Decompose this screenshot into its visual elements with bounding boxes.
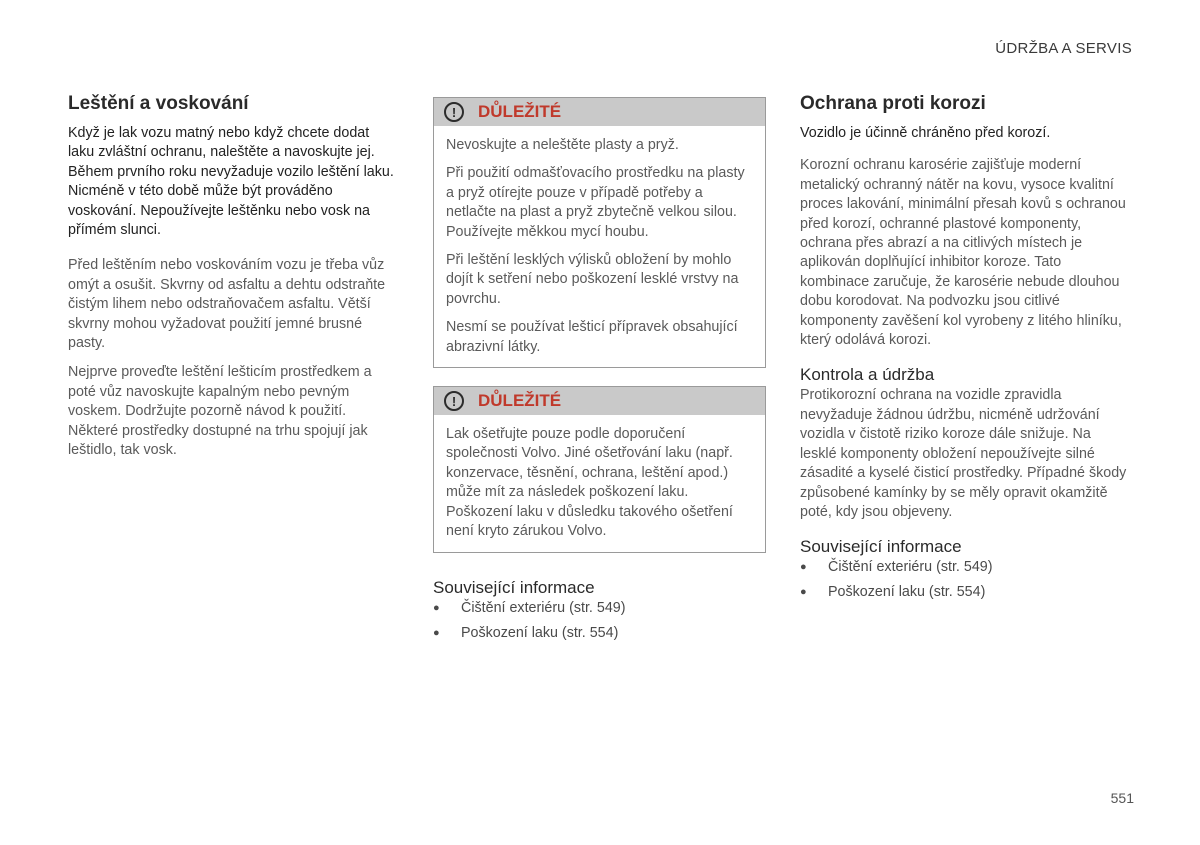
notice-body xyxy=(434,415,765,551)
notice-title: DŮLEŽITÉ xyxy=(478,391,562,411)
notice-body xyxy=(434,126,765,367)
warning-icon: ! xyxy=(444,391,464,411)
lead-paragraph: Když je lak vozu matný nebo když chcete dodat laku zvláštní ochranu, naleštěte a navoskujte jej. Během prvního roku nevyžaduje vozilo leštění laku. Nicméně v této době může být prováděno voskování. Nepoužívejte leštěnku nebo vosk na přímém slunci. xyxy=(68,125,394,239)
page-number: 551 xyxy=(1110,790,1134,806)
important-notice xyxy=(433,97,766,368)
related-info-title: Související informace xyxy=(433,577,595,597)
notice-paragraph: Při použití odmašťovacího prostředku na plasty a pryž otírejte pouze v případě potřeby a netlačte na plast a pryž zbytečně velkou silou. Používejte měkkou mycí houbu. xyxy=(446,165,745,240)
section-title-polishing: Leštění a voskování xyxy=(68,93,249,114)
body-paragraph: Nejprve proveďte leštění lešticím prostředkem a poté vůz navoskujte kapalným nebo pevným voskem. Dodržujte pozorně návod k použití. Některé prostředky dostupné na trhu spojují jak leštidlo, tak vosk. xyxy=(68,364,372,459)
related-link-text[interactable]: Poškození laku (str. 554) xyxy=(461,624,619,641)
related-link[interactable] xyxy=(433,599,766,618)
column-corrosion xyxy=(800,92,1130,608)
body-paragraph: Protikorozní ochrana na vozidle zpravidla nevyžaduje žádnou údržbu, nicméně udržování vozidla v čistotě riziko koroze dále snižuje. Na lesklé komponenty obložení nepoužívejte silné zásadité a kyselé čisticí prostředky. Případné škody způsobené kamínky by se měly opravit okamžitě poté, kdy jsou objeveny. xyxy=(800,387,1127,520)
related-link[interactable] xyxy=(800,583,1130,602)
sub-title-maintenance: Kontrola a údržba xyxy=(800,365,935,385)
related-links-list xyxy=(433,599,766,643)
notice-title: DŮLEŽITÉ xyxy=(478,102,562,121)
notice-paragraph: Lak ošetřujte pouze podle doporučení společnosti Volvo. Jiné ošetřování laku (např. konzervace, těsnění, ochrana, leštění apod.) může mít za následek poškození laku. Poškození laku v důsledku takového ošetření není kryto zárukou Volvo. xyxy=(446,426,733,540)
related-link[interactable] xyxy=(433,624,766,643)
warning-icon: ! xyxy=(444,102,464,122)
column-notices xyxy=(433,92,766,649)
section-title-corrosion: Ochrana proti korozi xyxy=(800,93,986,114)
related-link[interactable] xyxy=(800,558,1130,577)
bullet-icon: ● xyxy=(800,561,807,574)
related-links-list xyxy=(800,558,1130,602)
column-polishing xyxy=(68,92,398,461)
bullet-icon: ● xyxy=(433,626,440,639)
bullet-icon: ● xyxy=(433,601,440,614)
related-link-text[interactable]: Poškození laku (str. 554) xyxy=(828,584,986,601)
running-header: ÚDRŽBA A SERVIS xyxy=(995,40,1132,57)
notice-paragraph: Nesmí se používat lešticí přípravek obsahující abrazivní látky. xyxy=(446,319,738,355)
body-paragraph: Korozní ochranu karosérie zajišťuje moderní metalický ochranný nátěr na kovu, vysoce kvalitní proces lakování, minimální přesah kovů s ochranou před korozí, ochranné plastové komponenty, ochrana přes abrazí a na citlivých místech je aplikován doplňující inhibitor koroze. Tato kombinace zaručuje, že karosérie nebude dlouhou dobu korodovat. Na podvozku jsou citlivé komponenty zavěšení kol vyrobeny z litého hliníku, který odolává korozi. xyxy=(800,157,1126,349)
notice-paragraph: Při leštění lesklých výlisků obložení by mohlo dojít k setření nebo poškození lesklé vrstvy na povrchu. xyxy=(446,252,739,307)
notice-paragraph: Nevoskujte a neleštěte plasty a pryž. xyxy=(446,137,679,153)
body-paragraph: Před leštěním nebo voskováním vozu je třeba vůz omýt a osušit. Skvrny od asfaltu a dehtu odstraňte čistým lihem nebo odstraňovačem asfaltu. Větší skvrny mohou vyžadovat použití jemné brusné pasty. xyxy=(68,257,386,352)
lead-paragraph: Vozidlo je účinně chráněno před korozí. xyxy=(800,125,1051,141)
important-notice xyxy=(433,386,766,552)
bullet-icon: ● xyxy=(800,586,807,599)
related-link-text[interactable]: Čištění exteriéru (str. 549) xyxy=(461,599,626,616)
related-info-title: Související informace xyxy=(800,537,962,557)
notice-header xyxy=(434,98,765,126)
notice-header xyxy=(434,387,765,415)
related-link-text[interactable]: Čištění exteriéru (str. 549) xyxy=(828,559,993,576)
